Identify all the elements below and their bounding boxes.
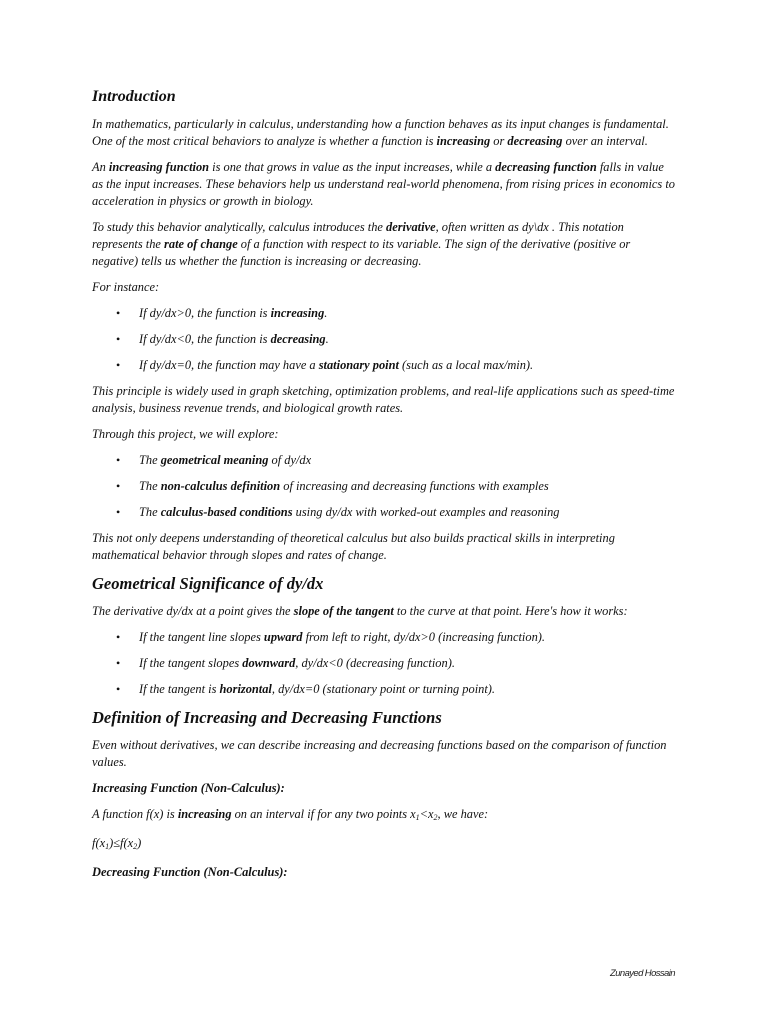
intro-paragraph-2: An increasing function is one that grows in value as the input increases, while a decreasing function falls in value as the input increases. These behaviors help us understand real-world phenomena, from rising prices in economics to acceleration in physics or growth in biology. <box>92 160 675 208</box>
geometrical-significance-heading: Geometrical Significance of dy/dx <box>92 574 324 593</box>
list-item: • If dy/dx<0, the function is decreasing. <box>116 332 329 346</box>
definition-paragraph: Even without derivatives, we can describe increasing and decreasing functions based on the comparison of function values. <box>92 738 667 769</box>
list-item: • If the tangent is horizontal, dy/dx=0 (stationary point or turning point). <box>116 682 495 696</box>
derivative-sign-list <box>92 305 676 374</box>
project-topics-list <box>92 452 676 521</box>
intro-paragraph-5: This principle is widely used in graph sketching, optimization problems, and real-life applications such as speed-time analysis, business revenue trends, and biological growth rates. <box>92 384 675 415</box>
bullet-icon: • <box>116 358 121 372</box>
bullet-icon: • <box>116 505 121 519</box>
list-item: • If dy/dx=0, the function may have a stationary point (such as a local max/min). <box>116 358 534 372</box>
tangent-slope-list <box>92 629 676 698</box>
bullet-icon: • <box>116 306 121 320</box>
intro-paragraph-1: In mathematics, particularly in calculus, understanding how a function behaves as its input changes is fundamental. One of the most critical behaviors to analyze is whether a function is increasing or decreasing over an interval. <box>92 117 669 148</box>
footer-author: Zunayed Hossain <box>610 968 675 979</box>
increasing-function-subheading: Increasing Function (Non-Calculus): <box>92 781 285 795</box>
list-item: • The geometrical meaning of dy/dx <box>116 453 312 467</box>
introduction-heading: Introduction <box>92 88 176 105</box>
list-item: • The calculus-based conditions using dy/dx with worked-out examples and reasoning <box>116 505 560 519</box>
document-page <box>92 86 676 890</box>
intro-paragraph-6: Through this project, we will explore: <box>92 427 279 441</box>
definition-heading: Definition of Increasing and Decreasing Functions <box>92 708 442 727</box>
intro-paragraph-3: To study this behavior analytically, calculus introduces the derivative, often written as dy\dx . This notation represents the rate of change of a function with respect to its variable. The sign of the derivative (positive or negative) tells us whether the function is increasing or decreasing. <box>92 220 631 268</box>
intro-paragraph-7: This not only deepens understanding of theoretical calculus but also builds practical skills in interpreting mathematical behavior through slopes and rates of change. <box>92 531 615 562</box>
list-item: • If the tangent line slopes upward from left to right, dy/dx>0 (increasing function). <box>116 630 545 644</box>
list-item: • The non-calculus definition of increasing and decreasing functions with examples <box>116 479 549 493</box>
list-item: • If dy/dx>0, the function is increasing. <box>116 306 328 320</box>
bullet-icon: • <box>116 479 121 493</box>
bullet-icon: • <box>116 656 121 670</box>
bullet-icon: • <box>116 682 121 696</box>
list-item: • If the tangent slopes downward, dy/dx<0 (decreasing function). <box>116 656 455 670</box>
increasing-definition-paragraph: A function f(x) is increasing on an interval if for any two points $x_1<x_2$, we have: <box>92 807 489 822</box>
decreasing-function-subheading: Decreasing Function (Non-Calculus): <box>92 865 288 879</box>
bullet-icon: • <box>116 630 121 644</box>
geo-paragraph-1: The derivative dy/dx at a point gives the slope of the tangent to the curve at that point. Here's how it works: <box>92 604 628 618</box>
bullet-icon: • <box>116 453 121 467</box>
bullet-icon: • <box>116 332 121 346</box>
increasing-formula: $f(x_1)\le f(x_2)$ <box>92 836 142 851</box>
intro-paragraph-4: For instance: <box>92 280 160 294</box>
